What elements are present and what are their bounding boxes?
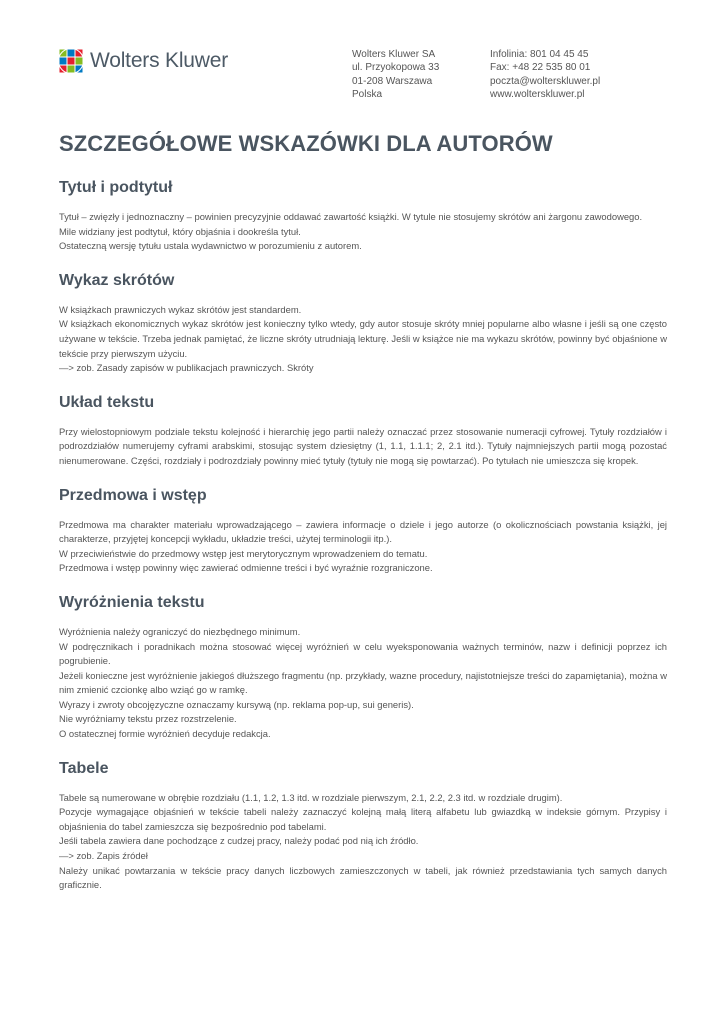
paragraph: Jeżeli konieczne jest wyróżnienie jakiegoś dłuższego fragmentu (np. przykłady, wazne procedury, najistotniejsze treści do zapamiętania), można w nim zmienić czcionkę albo wziąć go w ramkę. [59, 669, 667, 696]
address-line: ul. Przyokopowa 33 [352, 62, 440, 74]
paragraph: Przedmowa i wstęp powinny więc zawierać odmienne treści i być wyraźnie rozgraniczone. [59, 562, 433, 574]
cross-reference: —> zob. Zapis źródeł [59, 850, 148, 862]
section-text-layout [59, 393, 667, 469]
section-heading: Układ tekstu [59, 393, 155, 411]
company-logo [58, 48, 228, 74]
section-heading: Tabele [59, 759, 109, 777]
cross-reference: —> zob. Zasady zapisów w publikacjach prawniczych. Skróty [59, 362, 314, 374]
page-title: SZCZEGÓŁOWE WSKAZÓWKI DLA AUTORÓW [59, 131, 553, 156]
address-line: Wolters Kluwer SA [352, 49, 436, 60]
company-contact [490, 48, 600, 102]
section-heading: Wykaz skrótów [59, 271, 175, 289]
section-heading: Przedmowa i wstęp [59, 486, 207, 504]
paragraph: Tytuł – zwięzły i jednoznaczny – powinien precyzyjnie oddawać zawartość książki. W tytule nie stosujemy skrótów ani żargonu zawodowego. [59, 211, 643, 222]
section-tables [59, 759, 667, 893]
paragraph: W książkach ekonomicznych wykaz skrótów jest konieczny tylko wtedy, gdy autor stosuje skróty mniej popularne albo własne i jeśli są one często używane w tekście. Trzeba jednak pamiętać, że liczne skróty utrudniają lekturę. Jeśli w książce nie ma wykazu skrótów, powinny być objaśnione w tekście przy pierwszym użyciu. [59, 318, 667, 359]
paragraph: Wyrazy i zwroty obcojęzyczne oznaczamy kursywą (np. reklama pop-up, sui generis). [59, 698, 414, 710]
paragraph: Przedmowa ma charakter materiału wprowadzającego – zawiera informacje o dziele i jego autorze (o okolicznościach powstania książki, jej charakterze, przyjętej koncepcji wykładu, układzie treści, użytej terminologii itp.). [59, 518, 667, 545]
paragraph: Przy wielostopniowym podziale tekstu kolejność i hierarchię jego partii należy oznaczać przez stosowanie numeracji cyfrowej. Tytuły rozdziałów i podrozdziałów numerujemy cyframi arabskimi, stosując system dziesiętny (1, 1.1, 1.1.1; 2, 2.1 itd.). Tytuły najmniejszych partii mogą pozostać nienumerowane. Części, rozdziały i podrozdziały powinny mieć tytuły (tytuły nie mogą się powtarzać). Po tytułach nie umieszcza się kropek. [59, 425, 667, 466]
section-title-subtitle [59, 178, 667, 254]
section-abbreviations [59, 271, 667, 376]
section-preface [59, 486, 667, 576]
wolters-kluwer-logo-icon [58, 48, 84, 74]
section-heading: Wyróżnienia tekstu [59, 593, 205, 611]
paragraph: Ostateczną wersję tytułu ustala wydawnictwo w porozumieniu z autorem. [59, 240, 362, 252]
section-heading: Tytuł i podtytuł [59, 179, 173, 196]
logo-wordmark: Wolters Kluwer [90, 49, 229, 72]
section-emphasis [59, 593, 667, 742]
address-line: 01-208 Warszawa [352, 75, 433, 87]
website-link[interactable]: www.wolterskluwer.pl [490, 89, 585, 101]
address-line: Polska [352, 89, 383, 101]
paragraph: Mile widziany jest podtytuł, który objaśnia i dookreśla tytuł. [59, 225, 301, 237]
paragraph: O ostatecznej formie wyróżnień decyduje redakcja. [59, 728, 271, 740]
paragraph: Tabele są numerowane w obrębie rozdziału (1.1, 1.2, 1.3 itd. w rozdziale pierwszym, 2.1, 2.2, 2.3 itd. w rozdziale drugim). [59, 791, 563, 803]
paragraph: Jeśli tabela zawiera dane pochodzące z cudzej pracy, należy podać pod nią ich źródło. [59, 835, 419, 847]
paragraph: Nie wyróżniamy tekstu przez rozstrzelenie. [59, 713, 237, 725]
email-link[interactable]: poczta@wolterskluwer.pl [490, 75, 601, 87]
paragraph: W podręcznikach i poradnikach można stosować więcej wyróżnień w celu wyeksponowania ważnych terminów, nazw i definicji poprzez ich pogrubienie. [59, 640, 667, 667]
letterhead [58, 44, 667, 104]
paragraph: Należy unikać powtarzania w tekście pracy danych liczbowych zamieszczonych w tabeli, jak również przedstawiania tych samych danych graficznie. [59, 864, 667, 891]
paragraph: W przeciwieństwie do przedmowy wstęp jest merytorycznym wprowadzeniem do tematu. [59, 547, 428, 559]
fax: Fax: +48 22 535 80 01 [490, 62, 591, 74]
hotline: Infolinia: 801 04 45 45 [490, 49, 589, 60]
company-address [352, 48, 439, 102]
paragraph: Pozycje wymagające objaśnień w tekście tabeli należy zaznaczyć kolejną małą literą alfabetu lub gwiazdką w indeksie górnym. Przypisy i objaśnienia do tabel zamieszcza się bezpośrednio pod tabelami. [59, 806, 667, 832]
paragraph: Wyróżnienia należy ograniczyć do niezbędnego minimum. [59, 625, 301, 637]
paragraph: W książkach prawniczych wykaz skrótów jest standardem. [59, 303, 302, 315]
document-body [59, 178, 667, 910]
